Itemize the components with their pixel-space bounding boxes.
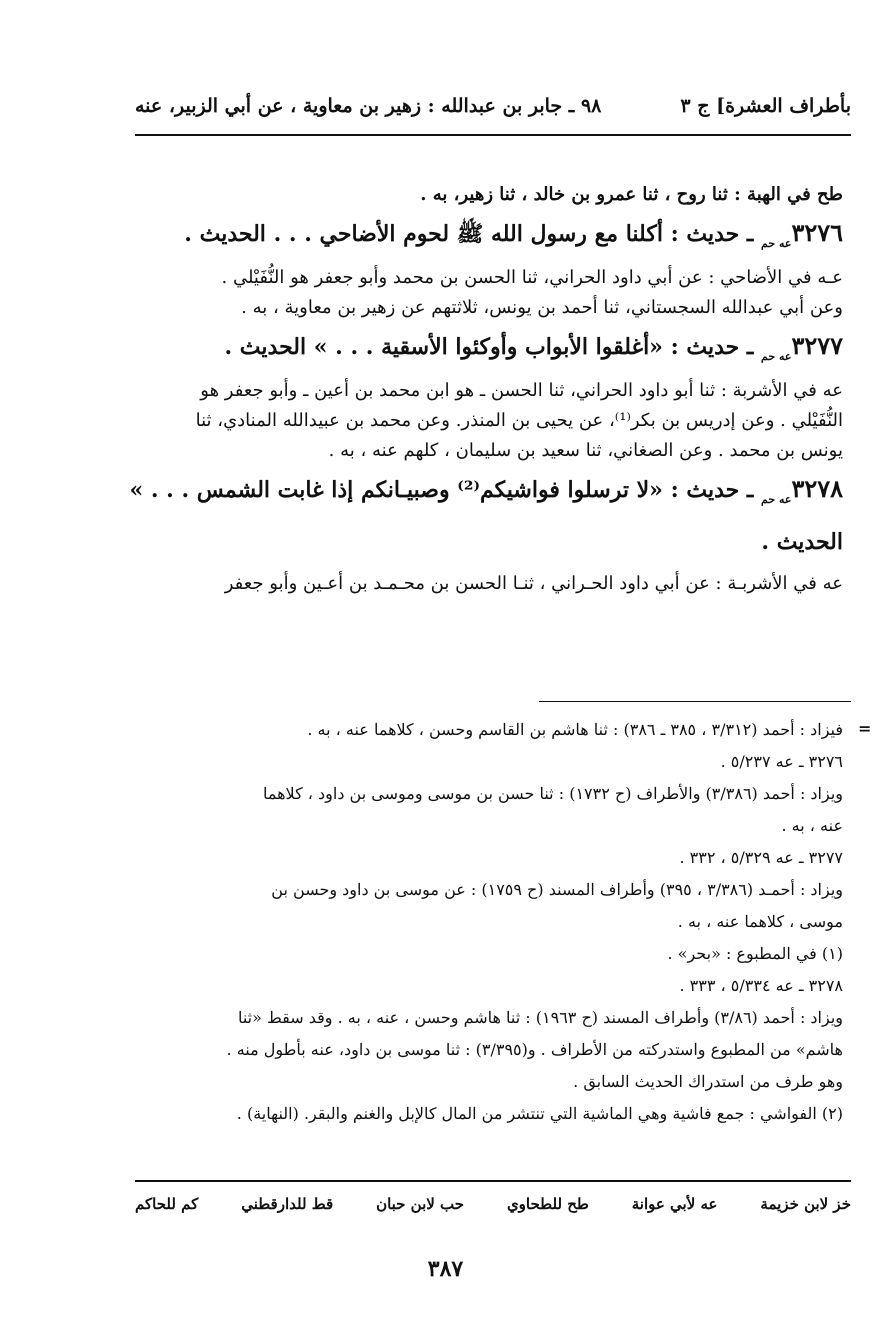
footnote-line: هاشم» من المطبوع واستدركته من الأطراف . و(٣/٣٩٥) : ثنا موسى بن داود، عنه بأطول منه . — [226, 1040, 843, 1059]
footnote-line: ويزاد : أحمد (٣/٨٦) وأطراف المسند (ح ١٩٦٣) : ثنا هاشم وحسن ، عنه ، به . وقد سقط «ثنا — [237, 1008, 843, 1027]
footnote-line: وهو طرف من استدراك الحديث السابق . — [573, 1072, 843, 1091]
hadith-code: عه حم — [761, 350, 792, 363]
footnote-line: عنه ، به . — [781, 816, 843, 835]
footnote-line: (٢) الفواشي : جمع فاشية وهي الماشية التي تنتشر من المال كالإبل والغنم والبقر. (النهاية) . — [236, 1104, 843, 1123]
text-line: وعن أبي عبدالله السجستاني، ثنا أحمد بن يونس، ثلاثتهم عن زهير بن معاوية ، به . — [241, 297, 843, 318]
hadith-number: ٣٢٧٨ — [791, 474, 843, 503]
legend-item: خز لابن خزيمة — [760, 1195, 851, 1213]
text-line: يونس بن محمد . وعن الصغاني، ثنا سعيد بن سليمان ، كلهم عنه ، به . — [328, 440, 843, 461]
text-line: عه في الأشربة : ثنا أبو داود الحراني، ثنا الحسن ـ هو ابن محمد بن أعين ـ وأبو جعفر هو — [200, 380, 843, 401]
footnotes — [135, 714, 843, 1130]
hadith-title: ـ حديث : «أغلقوا الأبواب وأوكئوا الأسقية . . . » الحديث . — [224, 334, 762, 360]
footnote-line: موسى ، كلاهما عنه ، به . — [677, 912, 843, 931]
text-line: عـه في الأضاحي : عن أبي داود الحراني، ثنا الحسن بن محمد وأبو جعفر هو النُّفَيْلي . — [221, 267, 843, 288]
footnote-line: (١) في المطبوع : «بحر» . — [667, 944, 843, 963]
hadith-heading — [129, 470, 843, 519]
footnote-continuation-marker: = — [858, 719, 872, 738]
text-line: عه في الأشربـة : عن أبي داود الحـراني ، ثنـا الحسن بن محـمـد بن أعـين وأبو جعفر — [224, 573, 843, 594]
footnote-line: ٣٢٧٧ ـ عه ٥/٣٢٩ ، ٣٣٢ . — [679, 848, 843, 867]
hadith-code: عه حم — [761, 237, 792, 250]
hadith-number: ٣٢٧٧ — [791, 331, 843, 360]
footnote-line: ٣٢٧٦ ـ عه ٥/٢٣٧ . — [720, 752, 843, 771]
hadith-title-continued: الحديث . — [761, 529, 843, 555]
hadith-title: ـ حديث : أكلنا مع رسول الله ﷺ لحوم الأضاحي . . . الحديث . — [184, 221, 762, 247]
footnote-rule — [539, 701, 851, 702]
legend-item: عه لأبي عوانة — [631, 1195, 718, 1213]
abbreviation-legend — [135, 1195, 851, 1213]
hadith-code: عه حم — [761, 493, 792, 506]
running-header — [135, 86, 851, 126]
legend-item: قط للدارقطني — [241, 1195, 334, 1213]
text-line: طح في الهبة : ثنا روح ، ثنا عمرو بن خالد ، ثنا زهير، به . — [420, 184, 843, 205]
hadith-heading — [135, 214, 843, 263]
footnote-line: ويزاد : أحمـد (٣/٣٨٦ ، ٣٩٥) وأطراف المسند (ح ١٧٥٩) : عن موسى بن داود وحسن بن — [271, 880, 843, 899]
legend-item: كم للحاكم — [135, 1195, 199, 1213]
footnote-line: ويزاد : أحمد (٣/٣٨٦) والأطراف (ح ١٧٣٢) : ثنا حسن بن موسى وموسى بن داود ، كلاهما — [262, 784, 843, 803]
header-volume: بأطراف العشرة] ج ٣ — [680, 95, 851, 117]
main-text — [129, 180, 843, 599]
text-line: النُّفَيْلي . وعن إدريس بن بكر⁽¹⁾، عن يحيى بن المنذر. وعن محمد بن عبيدالله المنادي، ثنا — [195, 410, 843, 431]
footnote-line: فيزاد : أحمد (٣/٣١٢ ، ٣٨٥ ـ ٣٨٦) : ثنا هاشم بن القاسم وحسن ، كلاهما عنه ، به . — [307, 720, 843, 739]
header-chapter: ٩٨ ـ جابر بن عبدالله : زهير بن معاوية ، عن أبي الزبير، عنه — [135, 95, 602, 117]
header-rule — [135, 134, 851, 136]
footnote-line: ٣٢٧٨ ـ عه ٥/٣٣٤ ، ٣٣٣ . — [679, 976, 843, 995]
page-number: ٣٨٧ — [427, 1256, 464, 1282]
legend-item: حب لابن حبان — [376, 1195, 465, 1213]
legend-item: طح للطحاوي — [506, 1195, 589, 1213]
hadith-title: ـ حديث : «لا ترسلوا فواشيكم⁽²⁾ وصبيـانكم إذا غابت الشمس . . . » — [129, 477, 762, 503]
hadith-number: ٣٢٧٦ — [791, 218, 843, 247]
hadith-heading — [135, 327, 843, 376]
legend-rule — [135, 1180, 851, 1182]
